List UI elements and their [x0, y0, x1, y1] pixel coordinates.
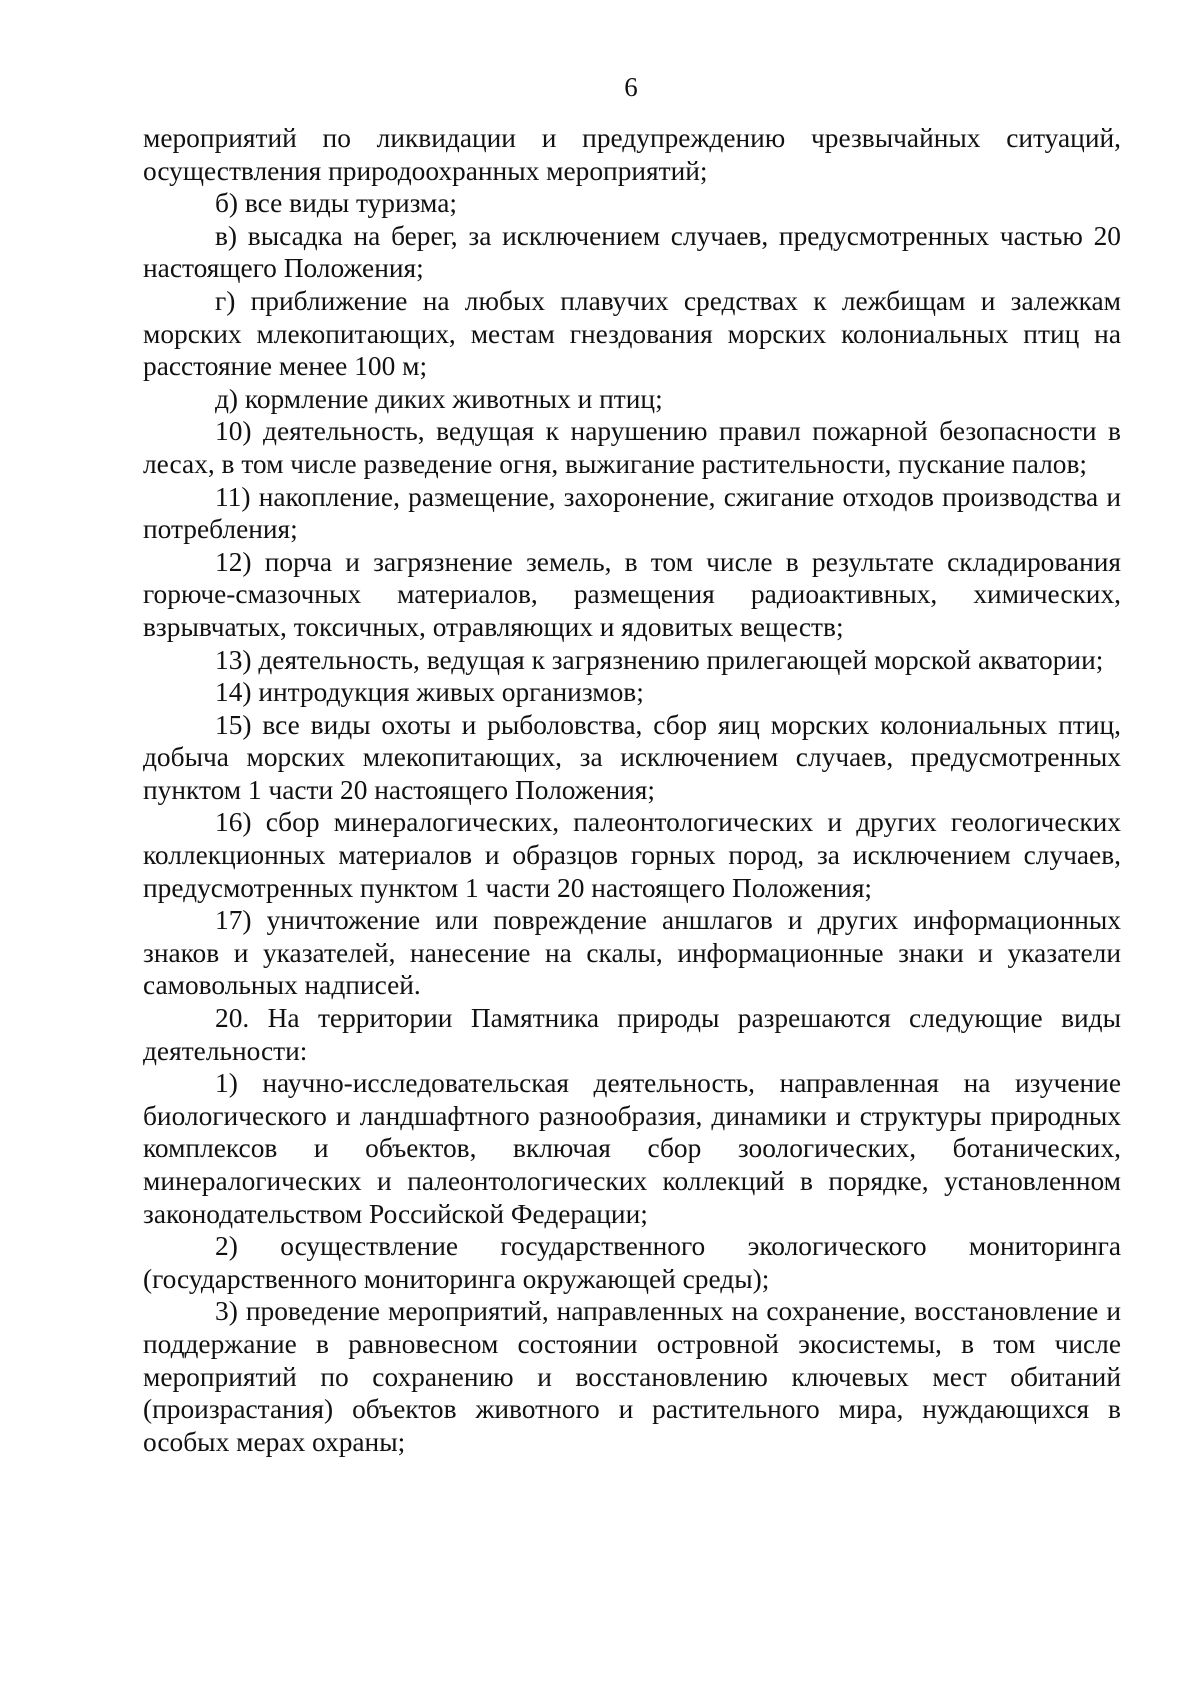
- paragraph: 12) порча и загрязнение земель, в том числе в результате складирования горюче-смазочных материалов, размещения радиоактивных, химических, взрывчатых, токсичных, отравляющих и ядовитых веществ;: [143, 546, 1121, 642]
- paragraph: 13) деятельность, ведущая к загрязнению прилегающей морской акватории;: [215, 644, 1104, 675]
- paragraph: мероприятий по ликвидации и предупреждению чрезвычайных ситуаций, осуществления природоохранных мероприятий;: [143, 123, 1121, 186]
- paragraph: г) приближение на любых плавучих средствах к лежбищам и залежкам морских млекопитающих, местам гнездования морских колониальных птиц на расстояние менее 100 м;: [143, 285, 1121, 382]
- paragraph: 17) уничтожение или повреждение аншлагов и других информационных знаков и указателей, нанесение на скалы, информационные знаки и указатели самовольных надписей.: [143, 905, 1121, 1001]
- page-number: 6: [624, 72, 638, 102]
- document-body: [143, 122, 1121, 1458]
- paragraph: 14) интродукция живых организмов;: [215, 677, 644, 708]
- paragraph: в) высадка на берег, за исключением случаев, предусмотренных частью 20 настоящего Положения;: [143, 220, 1121, 284]
- paragraph: б) все виды туризма;: [215, 188, 457, 219]
- paragraph: 3) проведение мероприятий, направленных на сохранение, восстановление и поддержание в равновесном состоянии островной экосистемы, в том числе мероприятий по сохранению и восстановлению ключевых мест обитаний (произрастания) объектов животного и растительного мира, нуждающихся в особых мерах охраны;: [143, 1296, 1121, 1457]
- paragraph: 15) все виды охоты и рыболовства, сбор яиц морских колониальных птиц, добыча морских млекопитающих, за исключением случаев, предусмотренных пунктом 1 части 20 настоящего Положения;: [143, 709, 1121, 805]
- paragraph: 16) сбор минералогических, палеонтологических и других геологических коллекционных материалов и образцов горных пород, за исключением случаев, предусмотренных пунктом 1 части 20 настоящего Положения;: [143, 807, 1121, 903]
- paragraph: 11) накопление, размещение, захоронение, сжигание отходов производства и потребления;: [143, 481, 1121, 545]
- paragraph: 20. На территории Памятника природы разрешаются следующие виды деятельности:: [143, 1003, 1121, 1066]
- paragraph: д) кормление диких животных и птиц;: [215, 383, 663, 414]
- paragraph: 1) научно-исследовательская деятельность, направленная на изучение биологического и ландшафтного разнообразия, динамики и структуры природных комплексов и объектов, включая сбор зоологических, ботанических, минералогических и палеонтологических коллекций в порядке, установленном законодательством Российской Федерации;: [143, 1068, 1121, 1229]
- paragraph: 2) осуществление государственного экологического мониторинга (государственного мониторинга окружающей среды);: [143, 1231, 1121, 1294]
- paragraph: 10) деятельность, ведущая к нарушению правил пожарной безопасности в лесах, в том числе разведение огня, выжигание растительности, пускание палов;: [143, 416, 1121, 479]
